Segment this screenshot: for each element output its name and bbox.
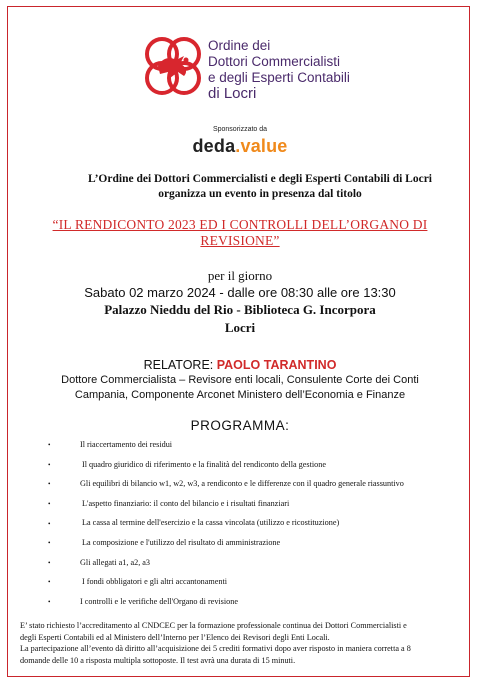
- list-item: Gli equilibri di bilancio w1, w2, w3, a rendiconto e le differenze con il quadro generale riassuntivo: [80, 479, 404, 488]
- event-city: Locri: [224, 320, 256, 335]
- intro-line-1: L’Ordine dei Dottori Commercialisti e degli Esperti Contabili di Locri: [87, 173, 433, 185]
- programma-heading: PROGRAMMA:: [190, 418, 290, 433]
- footer-line-3: La partecipazione all’evento dà diritto all’acquisizione dei 5 crediti formativi dopo aver risposto in maniera corretta a 8: [20, 644, 411, 653]
- list-bullet: •: [48, 500, 51, 508]
- list-item: I fondi obbligatori e gli altri accantonamenti: [82, 577, 228, 586]
- list-item: Gli allegati a1, a2, a3: [80, 558, 151, 567]
- list-bullet: •: [48, 441, 51, 449]
- event-title-line-1: “IL RENDICONTO 2023 ED I CONTROLLI DELL’ORGANO DI: [52, 217, 428, 232]
- list-bullet: •: [48, 520, 51, 528]
- footer-line-2: degli Esperti Contabili ed al Ministero dell’Interno per l’Elenco dei Revisori degli Enti Locali.: [20, 632, 330, 642]
- list-item: L'aspetto finanziario: il conto del bilancio e i risultati finanziari: [82, 499, 290, 508]
- accreditation-note: [20, 620, 468, 666]
- event-date-time: Sabato 02 marzo 2024 - dalle ore 08:30 alle ore 13:30: [84, 285, 396, 300]
- sponsor-brand-suffix: value: [240, 136, 288, 156]
- logo-line-4: di Locri: [208, 85, 257, 102]
- list-bullet: •: [48, 598, 51, 606]
- logo-line-2: Dottori Commercialisti: [208, 54, 341, 69]
- footer-line-4: domande delle 10 a risposta multipla sottoposte. Il test avrà una durata di 15 minuti.: [20, 655, 296, 665]
- list-item: La composizione e l'utilizzo del risultato di amministrazione: [82, 538, 281, 547]
- list-bullet: •: [48, 461, 51, 469]
- list-bullet: •: [48, 539, 51, 547]
- logo-line-1: Ordine dei: [208, 38, 271, 53]
- speaker-desc-line-1: Dottore Commercialista – Revisore enti locali, Consulente Corte dei Conti: [61, 374, 419, 386]
- list-bullet: •: [48, 559, 51, 567]
- per-il-giorno: per il giorno: [207, 268, 273, 283]
- sponsor-brand-dot: .: [235, 136, 241, 156]
- event-title-line-2: REVISIONE”: [200, 233, 280, 248]
- list-item: Il quadro giuridico di riferimento e la finalità del rendiconto della gestione: [82, 460, 326, 469]
- sponsor-label: Sponsorizzato da: [212, 126, 268, 133]
- logo-line-3: e degli Esperti Contabili: [208, 70, 350, 85]
- speaker-label: RELATORE:: [143, 358, 217, 372]
- event-venue: Palazzo Nieddu del Rio - Biblioteca G. Incorpora: [104, 302, 376, 317]
- sponsor-brand-prefix: deda: [192, 136, 236, 156]
- list-bullet: •: [48, 578, 51, 586]
- speaker-name: PAOLO TARANTINO: [216, 358, 337, 372]
- list-item: I controlli e le verifiche dell'Organo di revisione: [80, 597, 238, 606]
- list-bullet: •: [48, 480, 51, 488]
- speaker-desc-line-2: Campania, Componente Arconet Ministero dell’Economia e Finanze: [74, 389, 406, 401]
- footer-line-1: E’ stato richiesto l’accreditamento al CNDCEC per la formazione professionale continua dei Dottori Commercialisti e: [20, 621, 407, 630]
- intro-line-2: organizza un evento in presenza dal titolo: [158, 188, 362, 200]
- list-item: Il riaccertamento dei residui: [80, 440, 173, 449]
- list-item: La cassa al termine dell'esercizio e la cassa vincolata (utilizzo e ricostituzione): [82, 518, 340, 527]
